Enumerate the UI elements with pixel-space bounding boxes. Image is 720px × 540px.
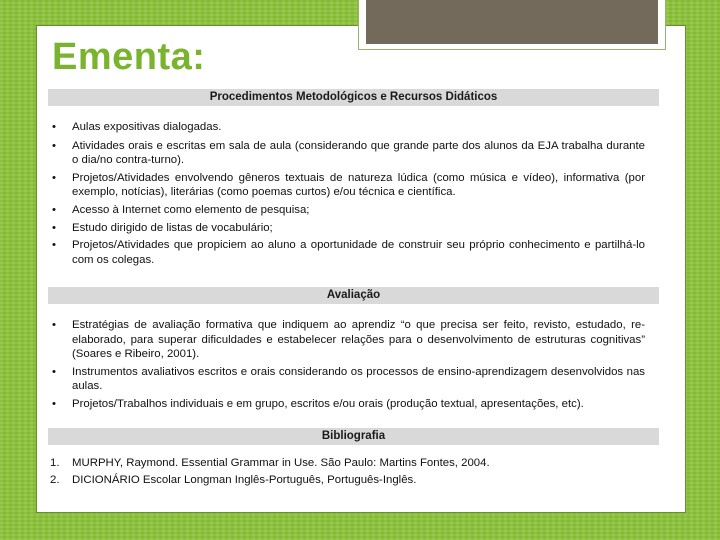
slide-title: Ementa: — [52, 36, 206, 78]
bullet-icon: • — [52, 221, 56, 234]
section-header-avaliacao: Avaliação — [48, 287, 659, 304]
list-item: 2. DICIONÁRIO Escolar Longman Inglês-Português, Português-Inglês. — [50, 473, 417, 486]
bullet-icon: • — [52, 397, 56, 410]
list-item: 1. MURPHY, Raymond. Essential Grammar in Use. São Paulo: Martins Fontes, 2004. — [50, 457, 490, 469]
bullet-icon: • — [52, 121, 56, 133]
list-item: • Projetos/Trabalhos individuais e em grupo, escritos e/ou orais (produção textual, apresentações, etc). — [52, 397, 584, 410]
list-item: • Aulas expositivas dialogadas. — [52, 121, 222, 133]
bibliografia-list — [50, 456, 645, 487]
list-item: • Acesso à Internet como elemento de pesquisa; — [52, 203, 310, 216]
bullet-icon: • — [52, 239, 56, 252]
item-number: 2. — [50, 473, 60, 486]
list-item: • Projetos/Atividades que propiciem ao aluno a oportunidade de construir seu próprio conhecimento e partilhá-lo com os colegas. — [52, 239, 645, 266]
bullet-icon: • — [52, 365, 56, 378]
list-item: • Estudo dirigido de listas de vocabulário; — [52, 221, 273, 234]
bullet-icon: • — [52, 319, 56, 331]
procedimentos-list — [50, 120, 645, 267]
title-placeholder-box — [366, 0, 658, 44]
list-item: • Atividades orais e escritas em sala de aula (considerando que grande parte dos alunos da EJA trabalha durante o dia/no contra-turno). — [52, 139, 645, 167]
bullet-icon: • — [52, 171, 56, 184]
bullet-icon: • — [52, 203, 56, 216]
avaliacao-list — [50, 318, 645, 412]
bullet-icon: • — [52, 139, 56, 152]
section-header-bibliografia: Bibliografia — [48, 428, 659, 445]
item-number: 1. — [50, 457, 60, 469]
list-item: • Instrumentos avaliativos escritos e orais considerando os processos de ensino-aprendizagem desenvolvidos nas aulas. — [52, 365, 645, 393]
list-item: • Projetos/Atividades envolvendo gêneros textuais de natureza lúdica (como música e vídeo), informativa (por exemplo, notícias), literárias (como poemas curtos) e/ou técnica e científica. — [52, 171, 645, 199]
section-header-procedimentos: Procedimentos Metodológicos e Recursos Didáticos — [48, 89, 659, 106]
list-item: • Estratégias de avaliação formativa que indiquem ao aprendiz “o que precisa ser feito, revisto, estudado, re-elaborado, para superar dificuldades e estabelecer relações para o desenvolvimento de estruturas cognitivas” (Soares e Ribeiro, 2001). — [52, 319, 645, 361]
